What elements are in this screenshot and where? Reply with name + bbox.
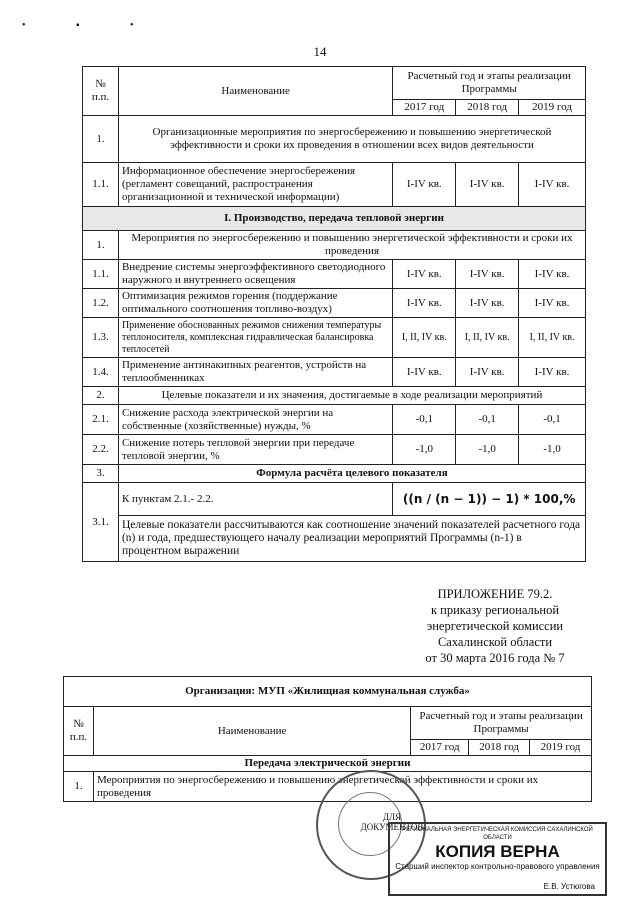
row-number: 1. bbox=[83, 231, 119, 260]
header-name: Наименование bbox=[118, 67, 392, 116]
appendix-line: к приказу региональной bbox=[430, 603, 560, 617]
row-value: I-IV кв. bbox=[393, 163, 456, 207]
row-number: 1.4. bbox=[83, 358, 119, 387]
row-text: Мероприятия по энергосбережению и повышению энергетической эффективности и сроки их проведения bbox=[118, 231, 585, 260]
organization-title: Организация: МУП «Жилищная коммунальная служба» bbox=[64, 677, 592, 707]
appendix-line: энергетической комиссии bbox=[426, 619, 564, 633]
row-value: I-IV кв. bbox=[519, 260, 586, 289]
row-value: I-IV кв. bbox=[519, 358, 586, 387]
row-value: -1,0 bbox=[519, 435, 586, 465]
row-value: -1,0 bbox=[456, 435, 519, 465]
row-text: Применение обоснованных режимов снижения температуры теплоносителя, комплексная гидравлическая балансировка теплосетей bbox=[118, 318, 392, 358]
stamp-doc-label: ДЛЯ ДОКУМЕНТОВ bbox=[360, 812, 424, 832]
formula-note: Целевые показатели рассчитываются как соотношение значений показателей расчетного года (n) и года, предшествующего началу реализации мероприятий Программы (n-1) в процентном выражении bbox=[118, 516, 585, 562]
row-text: Внедрение системы энергоэффективного светодиодного наружного и внутреннего освещения bbox=[118, 260, 392, 289]
row-text: Оптимизация режимов горения (поддержание оптимального соотношения топливо-воздух) bbox=[118, 289, 392, 318]
stamp-position: Старший инспектор контрольно-правового управления bbox=[395, 862, 600, 871]
appendix-block bbox=[395, 586, 595, 666]
header-year: 2017 год bbox=[411, 740, 469, 756]
row-text: Мероприятия по энергосбережению и повышению энергетической эффективности и сроки их проведения bbox=[93, 772, 591, 802]
appendix-title: ПРИЛОЖЕНИЕ 79.2. bbox=[437, 587, 553, 601]
row-value: I-IV кв. bbox=[456, 163, 519, 207]
program-table-2 bbox=[63, 676, 592, 802]
row-value: I-IV кв. bbox=[393, 260, 456, 289]
row-text: Организационные мероприятия по энергосбережению и повышению энергетической эффективности и сроки их проведения в отношении всех видов деятельности bbox=[118, 116, 585, 163]
row-number: 1. bbox=[64, 772, 94, 802]
row-value: I, II, IV кв. bbox=[456, 318, 519, 358]
row-number: 1. bbox=[83, 116, 119, 163]
row-number: 2.2. bbox=[83, 435, 119, 465]
header-year: 2019 год bbox=[530, 740, 592, 756]
row-value: I, II, IV кв. bbox=[519, 318, 586, 358]
appendix-line: от 30 марта 2016 года № 7 bbox=[425, 651, 565, 665]
row-value: I-IV кв. bbox=[393, 358, 456, 387]
appendix-line: Сахалинской области bbox=[437, 635, 553, 649]
row-number: 2.1. bbox=[83, 405, 119, 435]
row-value: I-IV кв. bbox=[519, 163, 586, 207]
row-number: 2. bbox=[83, 387, 119, 405]
row-value: I-IV кв. bbox=[456, 358, 519, 387]
row-number: 3.1. bbox=[83, 483, 119, 562]
row-value: -0,1 bbox=[456, 405, 519, 435]
row-text: Снижение потерь тепловой энергии при передаче тепловой энергии, % bbox=[118, 435, 392, 465]
row-value: I-IV кв. bbox=[456, 289, 519, 318]
header-number: № п.п. bbox=[64, 707, 94, 756]
stamp-title: КОПИЯ ВЕРНА bbox=[435, 842, 560, 861]
header-year: 2018 год bbox=[456, 100, 519, 116]
header-years: Расчетный год и этапы реализации Программы bbox=[393, 67, 586, 100]
header-years: Расчетный год и этапы реализации Программы bbox=[411, 707, 592, 740]
row-value: -0,1 bbox=[519, 405, 586, 435]
row-text: Целевые показатели и их значения, достигаемые в ходе реализации мероприятий bbox=[118, 387, 585, 405]
header-year: 2017 год bbox=[393, 100, 456, 116]
stamp-name: Е.В. Устюгова bbox=[543, 882, 595, 891]
copy-stamp bbox=[388, 822, 607, 896]
row-text: К пунктам 2.1.- 2.2. bbox=[118, 483, 392, 516]
header-year: 2019 год bbox=[519, 100, 586, 116]
section-heading: I. Производство, передача тепловой энергии bbox=[83, 207, 586, 231]
row-value: I, II, IV кв. bbox=[393, 318, 456, 358]
header-year: 2018 год bbox=[469, 740, 530, 756]
row-text: Формула расчёта целевого показателя bbox=[118, 465, 585, 483]
section-heading: Передача электрической энергии bbox=[64, 756, 592, 772]
row-text: Информационное обеспечение энергосбережения (регламент совещаний, распространения организационной и технической информации) bbox=[118, 163, 392, 207]
program-table bbox=[82, 66, 586, 562]
row-number: 3. bbox=[83, 465, 119, 483]
row-number: 1.1. bbox=[83, 163, 119, 207]
row-number: 1.2. bbox=[83, 289, 119, 318]
row-value: I-IV кв. bbox=[393, 289, 456, 318]
page-number: 14 bbox=[313, 44, 327, 59]
header-name: Наименование bbox=[93, 707, 410, 756]
formula: ((n / (n − 1)) − 1) * 100,% bbox=[393, 483, 586, 516]
header-number: № п.п. bbox=[83, 67, 119, 116]
row-text: Снижение расхода электрической энергии на собственные (хозяйственные) нужды, % bbox=[118, 405, 392, 435]
row-value: -1,0 bbox=[393, 435, 456, 465]
row-number: 1.3. bbox=[83, 318, 119, 358]
scan-marks: • ▪ • bbox=[22, 20, 158, 31]
row-number: 1.1. bbox=[83, 260, 119, 289]
row-text: Применение антинакипных реагентов, устройств на теплообменниках bbox=[118, 358, 392, 387]
row-value: I-IV кв. bbox=[456, 260, 519, 289]
row-value: -0,1 bbox=[393, 405, 456, 435]
stamp-org: РЕГИОНАЛЬНАЯ ЭНЕРГЕТИЧЕСКАЯ КОМИССИЯ САХАЛИНСКОЙ ОБЛАСТИ bbox=[402, 827, 593, 841]
row-value: I-IV кв. bbox=[519, 289, 586, 318]
